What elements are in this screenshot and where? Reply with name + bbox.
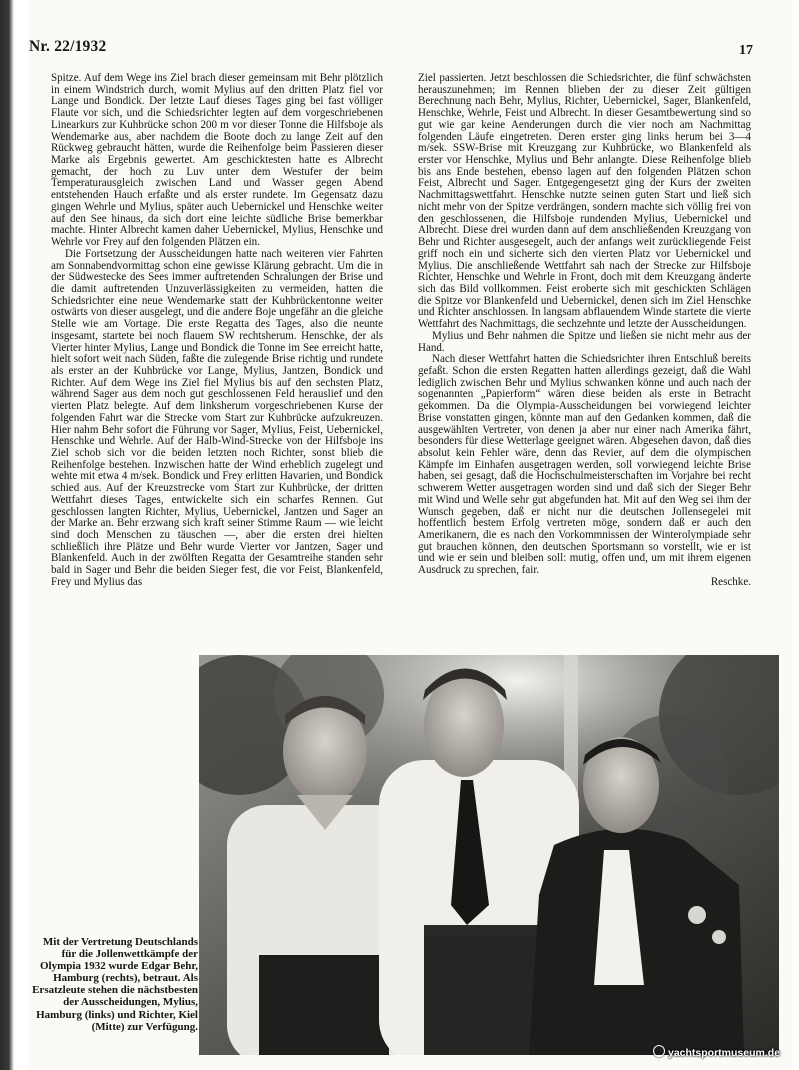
watermark-text: yachtsportmuseum.de <box>668 1047 781 1059</box>
paragraph: Die Fortsetzung der Ausscheidungen hatte nach weiteren vier Fahrten am Sonnabendvormittag schon eine gewisse Klärung gebracht. Um die in der Südwestecke des Sees immer auftretenden Schralungen der Brise und die damit auftretenden Unzuverlässigkeiten zu vermeiden, hatten die Schiedsrichter eine neue Wendemarke statt der Kuhbrückentonne weiter ostwärts von dieser ausgelegt, und die andere Boje ungefähr an die gleiche Stelle wie am Vortage. Die erste Regatta des Tages, also die neunte insgesamt, startete bei noch flauem SW rechtsherum. Henschke, der als Vierter hinter Mylius, Lange und Bondick die Tonne im See erreicht hatte, hielt sofort weit nach Süden, faßte die zulegende Brise richtig und rundete als erster an der Kuhbrücke vor Lange, Mylius, Jantzen, Bondick und Richter. Auf dem Wege ins Ziel fiel Mylius bis auf den sechsten Platz, während Sager aus dem noch gut geschlossenen Feld herauslief und den vierten Platz belegte. Auf dem linksherum vorgeschriebenen Kurse der folgenden Fahrt war die Strecke vom Start zur Kuhbrücke aufzukreuzen. Hier nahm Behr sofort die Führung vor Sager, Mylius, Feist, Uebernickel, Henschke und Wehrle. Auf der Halb-Wind-Strecke von der Hilfsboje ins Ziel schob sich vor die beiden letzten noch Richter, sonst blieb die Reihenfolge bestehen. Inzwischen hatte der Wind erheblich zugelegt und wehte mit etwa 4 m/sek. Bondick und Frey erlitten Havarien, und Bondick schied aus. Auf der Kreuzstrecke vom Start zur Kuhbrücke, der dritten Wettfahrt dieses Tages, entwickelte sich ein scharfes Rennen. Gut geschlossen langten Richter, Mylius, Uebernickel, Jantzen und Sager an der Marke an. Behr erzwang sich kraft seiner Stimme Raum — wie leicht sind doch Menschen zu täuschen —, aber die ersten drei hielten schließlich ihre Plätze und Behr wurde Vierter vor Jantzen, Sager und Blankenfeld. Auch in der zwölften Regatta der Gesamtreihe standen sehr bald in Sager und Behr die beiden Sieger fest, die vor Feist, Blankenfeld, Frey und Mylius das <box>51 247 383 588</box>
photo-caption: Mit der Vertretung Deutschlands für die Jollenwettkämpfe der Olympia 1932 wurde Edgar Behr, Hamburg (rechts), betraut. Als Ersatzleute stehen die nächstbesten der Ausscheidungen, Mylius, Hamburg (links) und Richter, Kiel (Mitte) zur Verfügung. <box>32 936 198 1033</box>
team-photo <box>199 655 779 1055</box>
paragraph: Ziel passierten. Jetzt beschlossen die Schiedsrichter, die fünf schwächsten herauszunehmen; im Rennen blieben der zu dieser Zeit gültigen Berechnung nach Behr, Mylius, Richter, Uebernickel, Sager, Blankenfeld, Henschke, Wehrle, Feist und Albrecht. In dieser Gesamtbewertung sind so gut wie gar keine Aenderungen durch die vier noch am Nachmittag folgenden Läufe eingetreten. Deren erster ging links herum bei 3—4 m/sek. SSW-Brise mit Kreuzgang zur Kuhbrücke, wo Blankenfeld als erster vor Henschke, Mylius und Behr anlangte. Diese Reihenfolge blieb bis ans Ende bestehen, ebenso lagen auf den folgenden Plätzen schon Feist, Albrecht und Sager. Entgegengesetzt ging der Kurs der zweiten Nachmittagswettfahrt. Henschke nutzte seinen guten Start und ließ sich nicht mehr von der Spitze verdrängen, sondern machte sich völlig frei von den geschlossenen, die Hilfsboje rundenden Mylius, Uebernickel und Albrecht. Diese drei wurden dann auf dem anschließenden Kreuzgang von Behr und Richter ausgesegelt, auch der anfangs weit zurückliegende Feist griff noch ein und sicherte sich den vierten Platz vor Uebernickel und Mylius. Die anschließende Wettfahrt sah nach der Strecke zur Hilfsboje Richter, Henschke und Wehrle in Front, doch mit dem Kreuzgang änderte sich das Bild vollkommen. Feist eroberte sich mit geschickten Schlägen die Spitze vor Blankenfeld und Uebernickel, denen sich im Ziel Henschke und Richter anschlossen. In langsam abflauendem Winde startete die vierte Wettfahrt des Nachmittags, die sechzehnte und letzte der Ausscheidungen. <box>418 72 751 331</box>
issue-number: Nr. 22/1932 <box>29 38 107 55</box>
page-number: 17 <box>739 43 753 58</box>
article-column-left <box>51 73 383 589</box>
paragraph: Mylius und Behr nahmen die Spitze und ließen sie nicht mehr aus der Hand. <box>418 329 751 354</box>
paragraph: Nach dieser Wettfahrt hatten die Schiedsrichter ihren Entschluß bereits gefaßt. Schon die ersten Regatten hatten allerdings gezeigt, daß die Wahl lediglich zwischen Behr und Mylius schwanken könne und auch nach der sogenannten „Papierform“ wären diese beiden als erste in Betracht gekommen. Da die Olympia-Ausscheidungen bei vorwiegend leichter Brise vonstatten gingen, könnte man auf den Gedanken kommen, daß die ausgewählten Vertreter, von denen ja aber nur einer nach Amerika fährt, besonders für diese Wetterlage geeignet wären. Abgesehen davon, daß dies absolut kein Fehler wäre, denn das Revier, auf dem die olympischen Kämpfe im Einhafen ausgetragen werden, soll vorwiegend leichte Brise haben, sei gesagt, daß die Hochschulmeisterschaften im Vorjahre bei recht schwerem Wetter ausgetragen worden sind und daß sich der Sieger Behr mit Wind und Welle sehr gut abgefunden hat. Mit auf den Weg sei ihm der Wunsch gegeben, daß er nicht nur die deutschen Jollensegelei mit hoffentlich bestem Erfolg vertreten möge, sondern daß er auch den Amerikanern, die es nach den Vorkommnissen der Winterolympiade sehr gut brauchen können, den deutschen Sportsmann so vorstellt, wie er ist und wie er sein und bleiben soll: mutig, offen und, um mit ihrem eigenen Ausdruck zu sprechen, fair. <box>418 353 751 577</box>
author-signature: Reschke. <box>710 575 751 588</box>
page-binding-edge <box>0 0 14 1070</box>
paragraph: Spitze. Auf dem Wege ins Ziel brach dieser gemeinsam mit Behr plötzlich in einem Windstrich durch, womit Mylius auf den dritten Platz fiel vor Lange und Bondick. Der letzte Lauf dieses Tages ging bei fast völliger Flaute vor sich, und die Schiedsrichter legten auf dem vorgeschriebenen Linearkurs zur Kuhbrücke schon 200 m vor dieser Tonne die Hilfsboje als Wendemarke aus, aber nachdem die Boote doch zu lange Zeit auf den Rückweg gebraucht hätten, wurde die Reihenfolge beim Passieren dieser Marke als Ergebnis gewertet. Am geschicktesten hatte es Albrecht gemacht, der hoch zu Luv unter dem Westufer der beim Temperaturausgleich zwischen Land und Wasser gegen Abend entstehenden Hauch erfaßte und als erster rundete. Im Gegensatz dazu gingen Wehrle und Mylius, später auch Uebernickel und Henschke weiter auf den See hinaus, da sich dort eine leichte südliche Brise bemerkbar machte. Hinter Albrecht kamen daher Uebernickel, Mylius, Henschke und Wehrle vor Frey auf den folgenden Plätzen ein. <box>51 72 383 249</box>
watermark <box>653 1045 780 1059</box>
article-column-right <box>418 73 751 589</box>
copyright-icon <box>653 1045 665 1057</box>
